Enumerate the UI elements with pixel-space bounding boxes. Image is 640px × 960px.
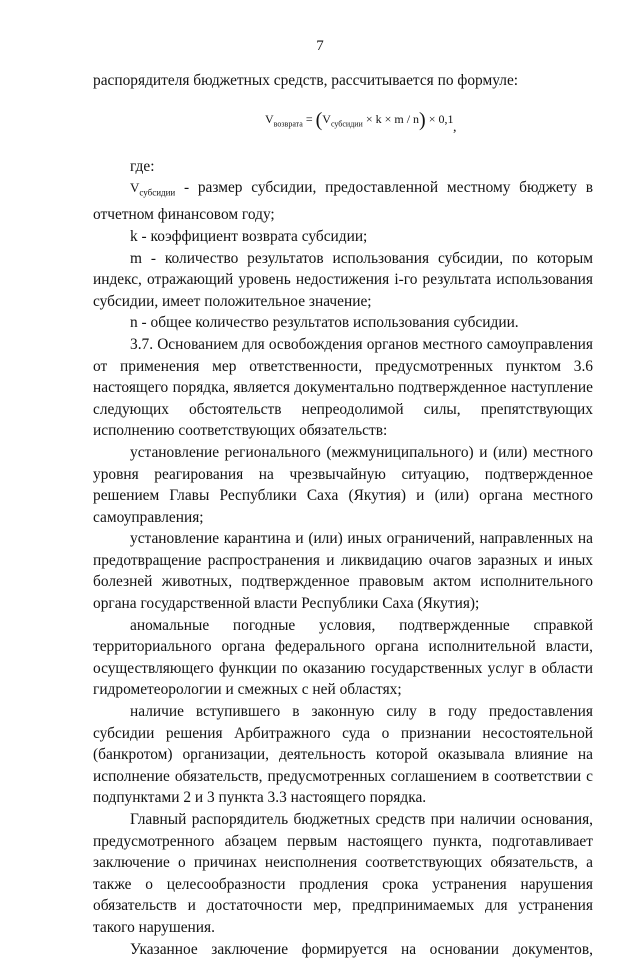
definition-k: k - коэффициент возврата субсидии; <box>130 227 368 245</box>
definition-n: n - общее количество результатов использования субсидии. <box>130 314 519 332</box>
formula-close-paren: ) <box>419 108 426 131</box>
formula-mid: × k × m / n <box>362 111 420 126</box>
list-item-arbitration: наличие вступившего в законную силу в году предоставления субсидии решения Арбитражного суда о признании несостоятельной (банкротом) организации, деятельность которой оказывала влияние на исполнение обязательств, предусмотренных соглашением в соответствии с подпунктами 2 и 3 пункта 3.3 настоящего порядка. <box>93 703 593 807</box>
formula-v-sub: субсидии <box>330 118 363 128</box>
definition-v-symbol: $V_{субсидии}$ <box>130 180 176 198</box>
formula-eq: = <box>305 111 313 126</box>
list-item-emergency: установление регионального (межмуниципального) и (или) местного уровня реагирования на чрезвычайную ситуацию, подтвержденное решением Главы Республики Саха (Якутия) и (или) органа местного самоуправления; <box>93 443 593 526</box>
formula <box>93 97 593 143</box>
intro-line: распорядителя бюджетных средств, рассчитывается по формуле: <box>93 72 519 89</box>
formula-lhs-sub: возврата <box>273 118 303 128</box>
list-item-weather: аномальные погодные условия, подтвержденные справкой территориального органа федерального органа исполнительной власти, осуществляющего функции по оказанию государственных услуг в области гидрометеорологии и смежных с ней областях; <box>93 616 593 699</box>
definition-v <box>93 177 593 226</box>
page-number: 7 <box>316 38 324 54</box>
formula-tail: × 0,1 <box>425 111 454 126</box>
formula-comma: , <box>453 119 457 135</box>
list-item-quarantine: установление карантина и (или) иных ограничений, направленных на предотвращение распространения и ликвидацию очагов заразных и иных болезней животных, подтвержденное правовым актом исполнительного органа государственной власти Республики Саха (Якутия); <box>93 530 593 613</box>
formula-open-paren: ( <box>315 108 323 131</box>
formula-v: V <box>322 111 331 126</box>
paragraph-conclusion: Указанное заключение формируется на основании документов, <box>130 940 593 958</box>
where-label: где: <box>130 157 155 175</box>
paragraph-3-7: 3.7. Основанием для освобождения органов местного самоуправления от применения мер ответственности, предусмотренных пунктом 3.6 настоящего порядка, является документально подтвержденное наступление следующих обстоятельств непреодолимой силы, препятствующих исполнению соответствующих обязательств: <box>93 335 593 440</box>
formula-lhs: V <box>265 111 274 126</box>
formula-expression <box>265 109 453 135</box>
document-body <box>93 70 593 960</box>
definition-m: m - количество результатов использования субсидии, по которым индекс, отражающий уровень недостижения i-го результата использования субсидии, имеет положительное значение; <box>93 249 593 310</box>
definition-v-text: - размер субсидии, предоставленной местному бюджету в отчетном финансовом году; <box>93 179 593 224</box>
paragraph-main-administrator: Главный распорядитель бюджетных средств при наличии основания, предусмотренного абзацем первым настоящего пункта, подготавливает заключение о причинах неисполнения соответствующих обязательств, а также о целесообразности продления срока устранения нарушения обязательств и достаточности мер, предпринимаемых для устранения такого нарушения. <box>93 811 593 936</box>
